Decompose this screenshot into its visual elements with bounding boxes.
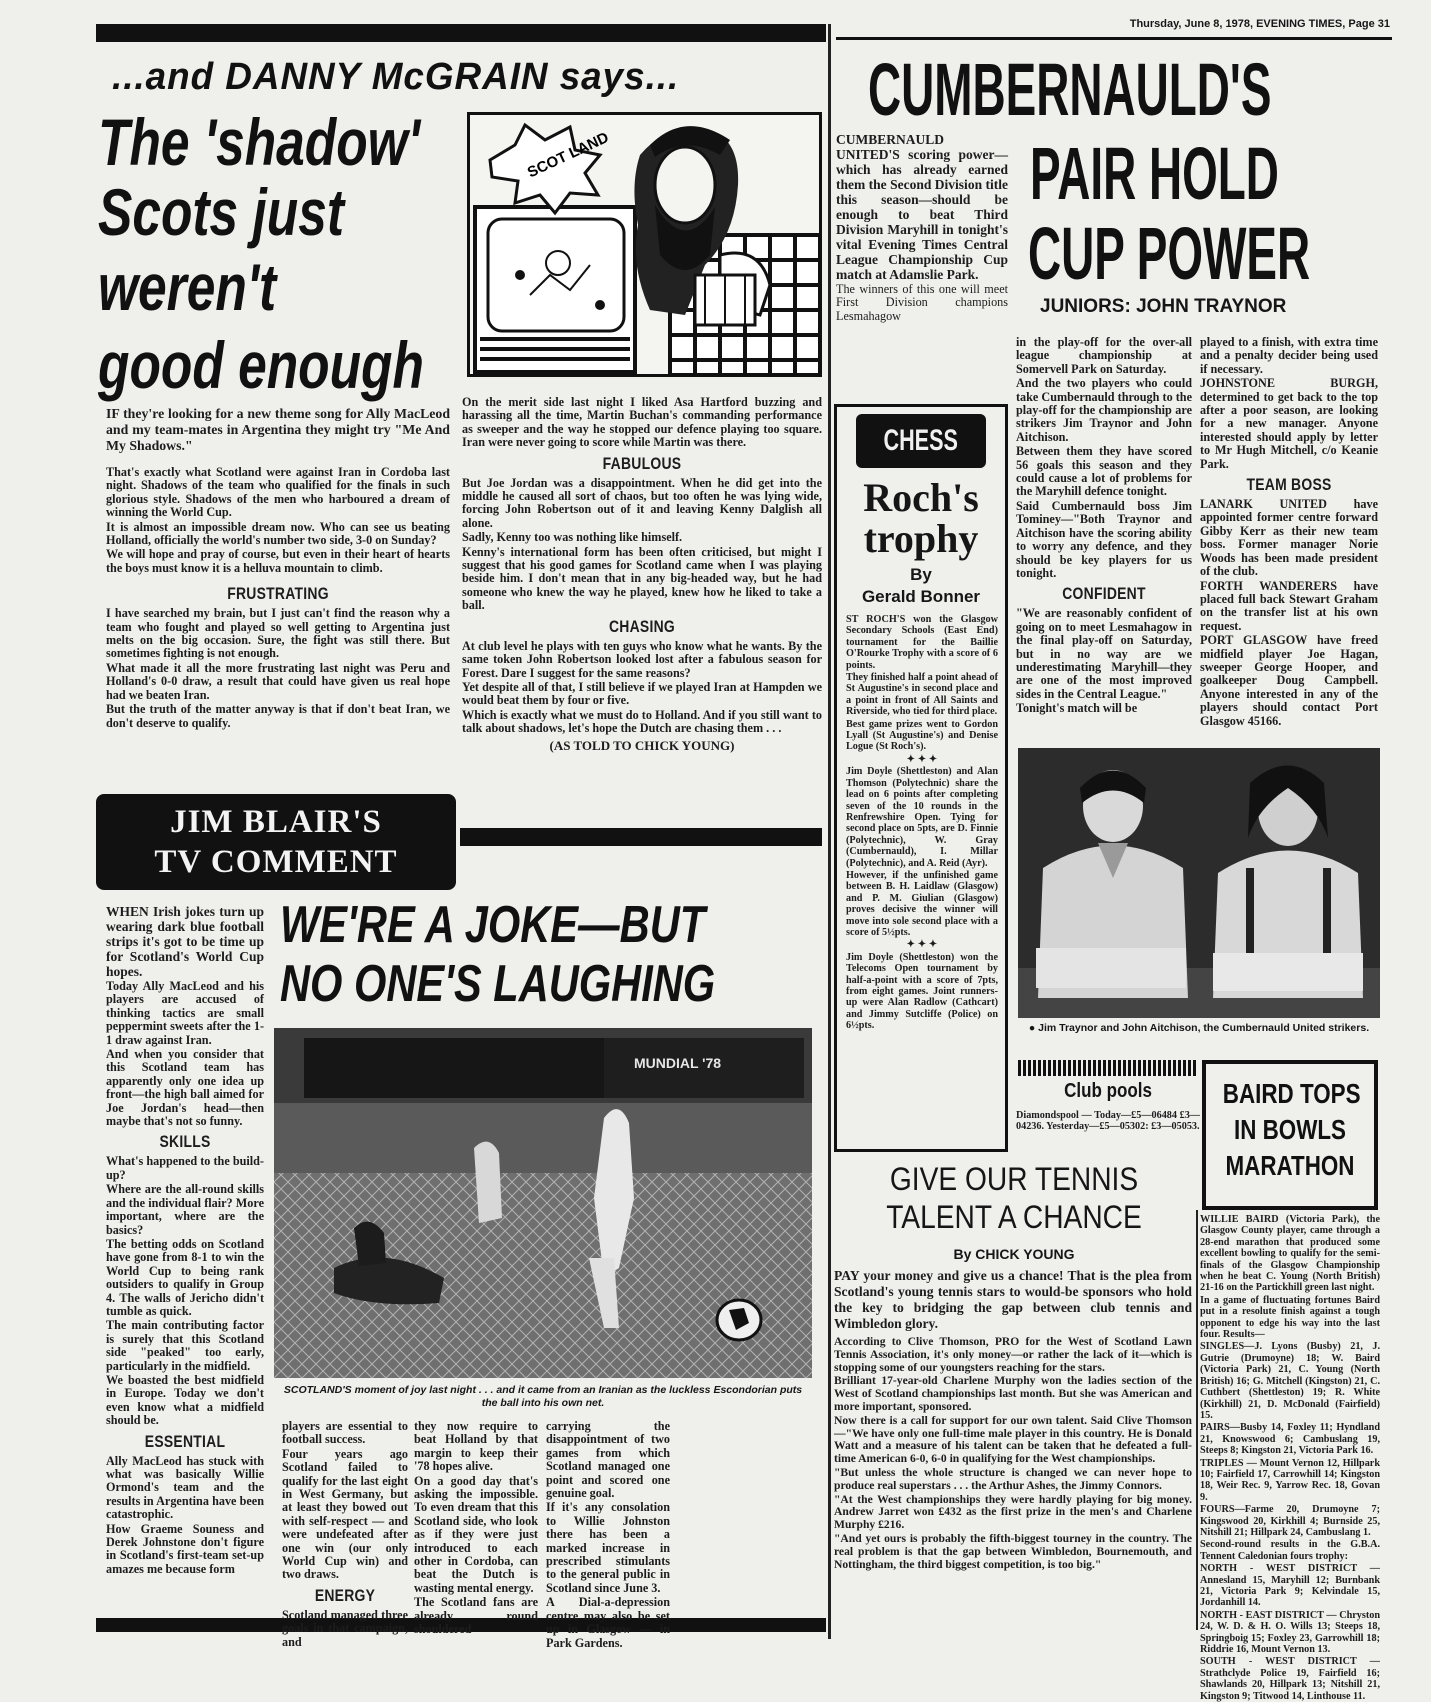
body-paragraph: Tonight's match will be — [1016, 701, 1138, 716]
chess-paragraph: Best game prizes went to Gordon Lyall (St Augustine's) and Denise Logue (St Roch's). — [846, 718, 998, 753]
body-paragraph: "We are reasonably confident of going on to meet Lesmahagow in the final play-off on Saturday, but in no way are we underestimating Maryhill—they are one of the most improved sides in the Central League." — [1016, 606, 1192, 701]
football-photo-caption: SCOTLAND'S moment of joy last night . . . and it came from an Iranian as the luckless Escondorian puts the ball into his own net. — [283, 1384, 803, 1409]
pools-rule — [1018, 1060, 1198, 1076]
tv-headline-line: NO ONE'S LAUGHING — [280, 955, 716, 1013]
bowls-paragraph: PAIRS—Busby 14, Foxley 11; Hyndland 21, Knowswood 6; Cambuslang 19, Steeps 8; Kingston 21, Victoria Park 16. — [1200, 1422, 1380, 1457]
bowls-headline-line: IN BOWLS — [1234, 1114, 1346, 1145]
cumbernauld-column-2 — [1016, 336, 1192, 742]
body-paragraph: But the truth of the matter anyway is that if don't beat Iran, we don't deserve to qualify. — [106, 702, 450, 730]
tv-column-3 — [414, 1419, 538, 1637]
chess-author: Gerald Bonner — [861, 587, 981, 606]
mcgrain-headline-line: Scots just — [98, 175, 345, 249]
chess-divider: ✦ ✦ ✦ — [906, 753, 938, 765]
chess-body — [846, 614, 998, 1146]
bowls-headline-line: BAIRD TOPS — [1222, 1078, 1361, 1109]
body-paragraph: We boasted the best midfield in Europe. Today we don't even know what a midfield should be. — [106, 1372, 264, 1428]
tennis-byline: By CHICK YOUNG — [953, 1246, 1075, 1262]
body-paragraph: What's happened to the build-up? — [106, 1154, 264, 1182]
body-paragraph: A Dial-a-depression centre may also be set up in Glasgow — in Park Gardens. — [546, 1595, 670, 1650]
chess-divider: ✦ ✦ ✦ — [906, 939, 938, 951]
mcgrain-headline-line: The 'shadow' — [98, 105, 420, 179]
chess-paragraph: Jim Doyle (Shettleston) and Alan Thomson (Polytechnic) share the lead on 6 points after completing seven of the 10 rounds in the Renfrewshire Open. Tying for second place on 5pts, are D. Finnie (Polytechnic), W. Gray (Cumbernauld), I. Millar (Polytechnic), and A. Reid (Ayr). — [846, 766, 998, 869]
body-paragraph: How Graeme Souness and Derek Johnstone don't figure in Scotland's first-team set-up amazes me because form — [106, 1521, 264, 1576]
mcgrain-kicker: ...and DANNY McGRAIN says... — [112, 56, 680, 98]
body-paragraph: The winners of this one will meet First Division champions Lesmahagow — [836, 282, 1008, 323]
subhead-fabulous: FABULOUS — [602, 453, 682, 473]
cumbernauld-intro: CUMBERNAULD UNITED'S scoring power—which has already earned them the Second Division title this season—should be enough to beat Third Division Maryhill in tonight's vital Evening Times Central League Championship Cup match at Adamslie Park. — [836, 132, 1008, 282]
scoreboard-text: MUNDIAL '78 — [634, 1055, 722, 1071]
body-paragraph: "But unless the whole structure is changed we can never hope to produce real superstars . . . the Arthur Ashes, the Jimmy Connors. — [834, 1465, 1192, 1492]
tv-comment-label: JIM BLAIR'S — [170, 804, 382, 840]
subhead-chasing: CHASING — [608, 616, 676, 636]
masthead-page: Page 31 — [1348, 18, 1390, 30]
bowls-headline-line: MARATHON — [1225, 1150, 1355, 1181]
body-paragraph: What made it all the more frustrating last night was Peru and Holland's 0-0 draw, a result that could have given us real hope had we beaten Iran. — [106, 660, 450, 702]
chess-headline-line: Roch's — [863, 475, 979, 520]
body-paragraph: And when you consider that this Scotland team has apparently only one idea up front—the high ball aimed for Joe Jordan's head—then maybe that's not so funny. — [106, 1047, 264, 1129]
bowls-paragraph: FOURS—Farme 20, Drumoyne 7; Kingswood 20, Kirkhill 4; Burnside 25, Nitshill 21; Hillpark 24, Cambuslang 1. — [1200, 1504, 1380, 1538]
bowls-headline — [1206, 1076, 1374, 1184]
body-paragraph: We will hope and pray of course, but even in their heart of hearts the boys must know it is a helluva mountain to climb. — [106, 547, 450, 575]
body-paragraph: carrying the disappointment of two games from which Scotland managed one point and scored one genuine goal. — [546, 1419, 670, 1501]
cartoon-illustration — [467, 112, 822, 377]
body-paragraph: Sadly, Kenny too was nothing like himself. — [462, 530, 683, 545]
pools-text — [1016, 1110, 1200, 1134]
subhead-skills: SKILLS — [159, 1132, 211, 1152]
body-paragraph: Scotland managed three goals in that campaign, and — [282, 1607, 408, 1649]
cumbernauld-headline-line: CUMBERNAULD'S — [868, 48, 1272, 131]
body-paragraph: If it's any consolation to Willie Johnston there has been a marked increase in prescribed stimulants to the general public in Scotland since June 3. — [546, 1500, 670, 1595]
chess-headline — [840, 475, 1002, 608]
body-paragraph: Said Cumbernauld boss Jim Tominey—"Both Traynor and Aitchison have the scoring ability to worry any defence, and they should be key players for us tonight. — [1016, 498, 1192, 580]
cumbernauld-headline-line: CUP POWER — [1028, 212, 1311, 295]
body-paragraph: FORTH WANDERERS have placed full back Stewart Graham on the transfer list at his own request. — [1200, 578, 1378, 633]
body-paragraph: Four years ago Scotland failed to qualify for the last eight in West Germany, but at least they bowed out with self-respect — and were undefeated after one win (our only World Cup win) and two draws. — [282, 1446, 408, 1582]
chess-by: By — [910, 565, 932, 584]
masthead: Thursday, June 8, 1978, EVENING TIMES, Page 31 — [1129, 18, 1390, 30]
chess-paragraph: However, if the unfinished game between B. H. Laidlaw (Glasgow) and P. M. Giulian (Glasgow) proves decisive the winner will move into sole second place with a score of 5½pts. — [846, 869, 998, 938]
bowls-paragraph: TRIPLES — Mount Vernon 12, Hillpark 10; Fairfield 17, Carrowhill 14; Kingston 18, Weir Rec. 9, Yarrow Rec. 18, Govan 9. — [1200, 1457, 1380, 1503]
masthead-date: Thursday, June 8, 1978 — [1129, 18, 1250, 30]
page-divider — [828, 24, 831, 1639]
tennis-headline-line: GIVE OUR TENNIS — [889, 1161, 1139, 1197]
chess-label: CHESS — [883, 424, 959, 457]
body-paragraph: Yet despite all of that, I still believe if we played Iran at Hampden we would beat them by four or five. — [462, 679, 822, 708]
body-paragraph: The Scotland fans are already round shouldered — [414, 1595, 538, 1637]
cartoon-drawing — [470, 115, 825, 380]
body-paragraph: Ally MacLeod has stuck with what was basically Willie Ormond's team and the results in Argentina have been catastrophic. — [106, 1453, 264, 1522]
football-photo — [274, 1028, 812, 1378]
players-photo-drawing — [1018, 748, 1380, 1018]
bowls-body — [1200, 1214, 1380, 1702]
tennis-headline-line: TALENT A CHANCE — [886, 1199, 1142, 1235]
players-photo — [1018, 748, 1380, 1018]
tv-column-4 — [546, 1419, 670, 1650]
body-paragraph: Kenny's international form has been often criticised, but might I suggest that his good games for Scotland came when I was playing beside him. I don't mean that in any big-headed way, but he had someone who knew the way he played, knew how he liked to take a ball. — [462, 544, 822, 613]
mcgrain-headline — [98, 105, 458, 404]
mcgrain-headline-line: good enough — [98, 328, 424, 402]
bowls-paragraph: WILLIE BAIRD (Victoria Park), the Glasgow County player, came through a 28-end marathon that produced some excellent bowling to qualify for the semi-finals of the Glasgow Championship when he beat C. Young (North British) 21-16 on the Partickhill green last night. — [1200, 1214, 1380, 1294]
body-paragraph: Between them they have scored 56 goals this season and they could cause a lot of problems for the Maryhill defence tonight. — [1016, 444, 1192, 499]
mcgrain-column-2 — [462, 396, 822, 788]
tv-column-2 — [282, 1419, 408, 1649]
cumbernauld-headline-line: PAIR HOLD — [1030, 132, 1279, 215]
body-paragraph: That's exactly what Scotland were against Iran in Cordoba last night. Shadows of the team who qualified for the finals in such glorious style. Shadows of the men who harboured a dream of winning the World Cup. — [106, 465, 450, 520]
subhead-team-boss: TEAM BOSS — [1246, 475, 1332, 495]
body-paragraph: PORT GLASGOW have freed midfield player Joe Hagan, sweeper George Hooper, and goalkeeper Doug Campbell. Anyone interested in any of the players should contact Port Glasgow 45166. — [1200, 633, 1378, 728]
subhead-essential: ESSENTIAL — [144, 1431, 226, 1451]
tv-headline-line: WE'RE A JOKE—BUT — [280, 896, 706, 954]
body-paragraph: And the two players who could take Cumbernauld through to the play-off for the championship are strikers Jim Traynor and John Aitchison. — [1016, 376, 1192, 444]
tv-column-1 — [106, 904, 264, 1614]
body-paragraph: Brilliant 17-year-old Charlene Murphy won the ladies section of the West of Scotland championships last month. But she was American and more important, sponsored. — [834, 1374, 1192, 1413]
tv-comment-label: TV COMMENT — [154, 844, 398, 880]
bowls-paragraph: SOUTH - WEST DISTRICT — Strathclyde Police 19, Fairfield 16; Shawlands 20, Hillpark 13; Nitshill 21, Kingston 9; Titwood 14, Linthouse 11. — [1200, 1656, 1380, 1702]
tv-intro: WHEN Irish jokes turn up wearing dark blue football strips it's got to be time up for Scotland's World Cup hopes. — [106, 904, 264, 979]
body-paragraph: "At the West championships they were hardly playing for big money. Andrew Jarret won £432 as the first prize in the men's and Charlene Murphy £216. — [834, 1492, 1192, 1532]
mcgrain-intro — [106, 406, 450, 455]
body-paragraph: Today Ally MacLeod and his players are accused of thinking tactics are small peppermint sweets after the 1-1 draw against Iran. — [106, 979, 264, 1047]
chess-paragraph: They finished half a point ahead of St Augustine's in second place and a point in front of All Saints and Riverside, who tied for third place. — [846, 672, 998, 718]
body-paragraph: On the merit side last night I liked Asa Hartford buzzing and harassing all the time, Martin Buchan's commanding performance as sweeper and the way he stopped our defence playing too square. Iran were never going to score while Martin was there. — [462, 395, 822, 450]
tennis-headline — [836, 1160, 1192, 1236]
subhead-frustrating: FRUSTRATING — [227, 584, 329, 604]
tv-headline — [280, 896, 820, 1014]
chess-headline-line: trophy — [863, 516, 979, 561]
pools-title: Club pools — [1064, 1080, 1152, 1102]
body-paragraph: "And yet ours is probably the fifth-biggest tourney in the country. The real problem is that the gap between Wimbledon, Bournemouth, and Nottingham, the third biggest competition, is too big." — [834, 1531, 1192, 1571]
cumbernauld-column-1 — [836, 132, 1008, 382]
subhead-energy: ENERGY — [314, 1585, 376, 1605]
cumbernauld-column-3 — [1200, 336, 1378, 742]
bowls-divider — [1196, 1210, 1198, 1630]
body-paragraph: According to Clive Thomson, PRO for the West of Scotland Lawn Tennis Association, it's only money—or rather the lack of it—which is stopping some of our youngsters reaching for the stars. — [834, 1335, 1192, 1374]
players-photo-caption: ● Jim Traynor and John Aitchison, the Cumbernauld United strikers. — [1028, 1022, 1370, 1034]
tennis-intro: PAY your money and give us a chance! That is the plea from Scotland's young tennis stars to would-be sponsors who hold the key to bridging the gap between club tennis and Wimbledon glory. — [834, 1268, 1192, 1331]
tv-rule — [460, 828, 822, 846]
body-paragraph: JOHNSTONE BURGH, determined to get back to the top after a poor season, are looking for a new manager. Anyone interested should apply by letter to Mr Hugh Mitchell, c/o Keanie Park. — [1200, 376, 1378, 471]
pools-results: Diamondspool — Today—£5—06484 £3—04236. Yesterday—£5—05302: £3—05053. — [1016, 1110, 1200, 1133]
chess-label-box — [856, 414, 986, 468]
body-paragraph: It is almost an impossible dream now. Who can see us beating Holland, officially the world's number two side, 3-0 on Sunday? — [106, 519, 450, 548]
body-paragraph: LANARK UNITED have appointed former centre forward Gibby Kerr as their new team boss. Former manager Norie Woods has been made president of the club. — [1200, 497, 1378, 579]
bowls-paragraph: In a game of fluctuating fortunes Baird put in a resolute finish against a tough opponent to edge his way into the last four. Results— — [1200, 1294, 1380, 1341]
tennis-body — [834, 1268, 1192, 1630]
body-paragraph: they now require to beat Holland by that margin to keep their '78 hopes alive. — [414, 1419, 538, 1474]
bowls-paragraph: Second-round results in the G.B.A. Tennent Caledonian fours trophy: — [1200, 1539, 1380, 1562]
bowls-paragraph: SINGLES—J. Lyons (Busby) 21, J. Gutrie (Drumoyne) 18; W. Baird (Victoria Park) 21, C. Young (North British) 16; G. Mitchell (Kingston) 21, C. Cuthbert (Shettleston) 19; R. White (Kirkhill) 21, D. McDonald (Fairfield) 15. — [1200, 1341, 1380, 1421]
body-paragraph: Which is exactly what we must do to Holland. And if you still want to talk about shadows, let's hope the Dutch are chasing them . . . — [462, 707, 822, 736]
body-paragraph: Now there is a call for support for our own talent. Said Clive Thomson—"We have only one full-time male player in this country. He is Donald Watt and a measure of his talent can be taken that he defeated a full-time American 6-0, 6-0 in qualifying for the West championships. — [834, 1413, 1192, 1466]
subhead-confident: CONFIDENT — [1062, 584, 1146, 604]
mcgrain-column-1 — [106, 466, 450, 776]
cumbernauld-byline: JUNIORS: JOHN TRAYNOR — [1040, 296, 1287, 317]
football-photo-drawing — [274, 1028, 812, 1378]
bowls-paragraph: NORTH - EAST DISTRICT — Chryston 24, W. D. & H. O. Wills 13; Steeps 18, Springboig 15; Foxley 23, Garrowhill 18; Riddrie 16, Mount Vernon 13. — [1200, 1609, 1380, 1656]
top-rule-right — [836, 37, 1392, 40]
mcgrain-headline-line: weren't — [98, 250, 277, 324]
body-paragraph: On a good day that's asking the impossible. To even dream that this Scotland side, who look as if they were just introduced to each other in Cordoba, can beat the Dutch is wasting mental energy. — [414, 1473, 538, 1595]
chess-paragraph: Jim Doyle (Shettleston) won the Telecoms Open tournament by half-a-point with a score of 7pts, from eight games. Joint runners-up were Alan Radlow (Cathcart) and Jimmy Sutcliffe (Police) on 6½pts. — [846, 951, 998, 1032]
tv-comment-box — [96, 794, 456, 890]
body-paragraph: in the play-off for the over-all league championship at Somervell Park on Saturday. — [1016, 335, 1192, 376]
mcgrain-credit: (AS TOLD TO CHICK YOUNG) — [549, 737, 735, 753]
body-paragraph: At club level he plays with ten guys who know what he wants. By the same token John Robertson looked lost after a fabulous season for Forest. Dare I suggest for the same reasons? — [462, 638, 822, 680]
cartoon-sign: SCOT LAND — [524, 129, 612, 182]
chess-paragraph: ST ROCH'S won the Glasgow Secondary Schools (East End) tournament for the Baillie O'Rourke Trophy with a score of 6 points. — [846, 614, 998, 671]
body-paragraph: The betting odds on Scotland have gone from 8-1 to win the World Cup to being rank outsiders to qualify in Group 4. The walls of Jericho didn't tumble as quick. — [106, 1236, 264, 1318]
body-paragraph: Where are the all-round skills and the individual flair? More important, where are the basics? — [106, 1182, 264, 1237]
mcgrain-intro-text: IF they're looking for a new theme song for Ally MacLeod and my team-mates in Argentina they might try "Me And My Shadows." — [106, 406, 450, 453]
top-rule — [96, 24, 826, 42]
body-paragraph: But Joe Jordan was a disappointment. When he did get into the middle he caused all sort of chaos, but too often he was lying wide, forcing John Robertson out of it and leaving Kenny Dalglish all alone. — [462, 475, 822, 530]
body-paragraph: players are essential to football success. — [282, 1419, 408, 1447]
body-paragraph: played to a finish, with extra time and a penalty decider being used if necessary. — [1200, 335, 1378, 376]
body-paragraph: The main contributing factor is surely that this Scotland side "peaked" too early, particularly in the midfield. — [106, 1318, 264, 1373]
masthead-paper: EVENING TIMES — [1256, 18, 1343, 30]
body-paragraph: I have searched my brain, but I just can't find the reason why a team who fought and played so well getting to Argentina just melts on the big occasion. Sure, the fight was still there. But sometimes fighting is not enough. — [106, 606, 450, 661]
bowls-paragraph: NORTH - WEST DISTRICT — Annesland 15, Maryhill 12; Burnbank 21, Victoria Park 9; Kelvindale 15, Jordanhill 14. — [1200, 1563, 1380, 1609]
